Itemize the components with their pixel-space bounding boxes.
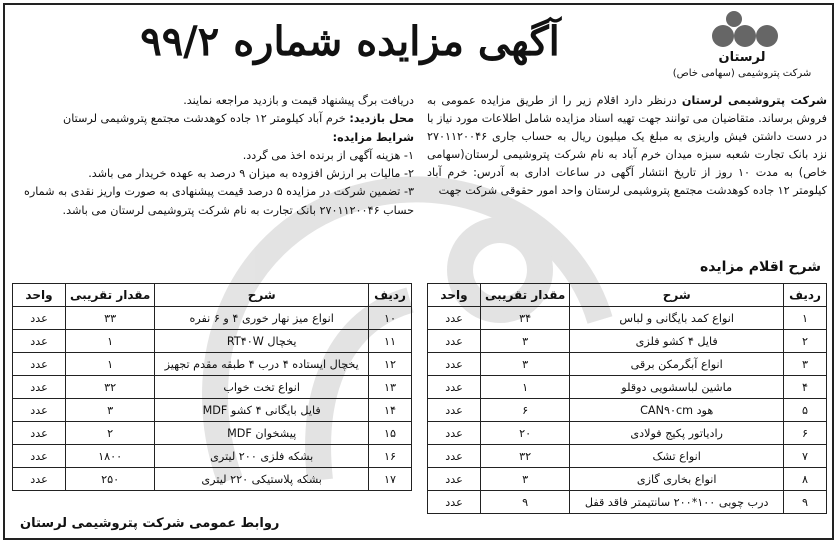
visit-line	[12, 110, 414, 128]
continuation-line: دریافت برگ پیشنهاد قیمت و بازدید مراجعه نمایند.	[183, 94, 414, 107]
cell-unit: عدد	[428, 307, 481, 330]
logo-name: لرستان	[718, 50, 766, 65]
cell-unit: عدد	[428, 399, 481, 422]
intro-paragraph	[427, 92, 827, 200]
cell-row-number: ۱۲	[369, 353, 412, 376]
cell-quantity: ۱	[66, 330, 155, 353]
cell-row-number: ۶	[784, 422, 827, 445]
cell-unit: عدد	[13, 353, 66, 376]
cell-unit: عدد	[13, 399, 66, 422]
table-row	[428, 353, 827, 376]
cell-quantity: ۳	[481, 330, 570, 353]
cell-description: فایل ۴ کشو فلزی	[570, 330, 784, 353]
table-row	[13, 330, 412, 353]
cell-description: یخچال RT۴۰W	[155, 330, 369, 353]
items-table-left	[12, 283, 412, 491]
table-row	[428, 422, 827, 445]
cell-quantity: ۹	[481, 491, 570, 514]
cell-quantity: ۱۸۰۰	[66, 445, 155, 468]
cell-unit: عدد	[13, 468, 66, 491]
table-row	[428, 330, 827, 353]
cell-description: انواع بخاری گازی	[570, 468, 784, 491]
table-row	[428, 445, 827, 468]
table-row	[428, 491, 827, 514]
cell-description: ماشین لباسشویی دوقلو	[570, 376, 784, 399]
cell-row-number: ۱۴	[369, 399, 412, 422]
condition-2: ۲- مالیات بر ارزش افزوده به میزان ۹ درصد به عهده خریدار می باشد.	[88, 167, 414, 181]
cell-unit: عدد	[13, 307, 66, 330]
table-row	[13, 399, 412, 422]
cell-description: فایل بایگانی ۴ کشو MDF	[155, 399, 369, 422]
cell-row-number: ۷	[784, 445, 827, 468]
cell-quantity: ۲۰	[481, 422, 570, 445]
condition-1: ۱- هزینه آگهی از برنده اخذ می گردد.	[242, 148, 414, 162]
cell-row-number: ۱۳	[369, 376, 412, 399]
cell-row-number: ۴	[784, 376, 827, 399]
conditions-label: شرایط مزایده:	[332, 130, 414, 144]
cell-description: رادیاتور پکیج فولادی	[570, 422, 784, 445]
cell-description: انواع آبگرمکن برقی	[570, 353, 784, 376]
logo-company: شرکت پتروشیمی (سهامی خاص)	[672, 68, 812, 79]
visit-label: محل بازدید:	[349, 112, 414, 126]
condition-3: ۳- تضمین شرکت در مزایده ۵ درصد قیمت پیشنهادی به صورت واریز نقدی به شماره حساب ۲۷۰۱۱۲۰۰۴۶ بانک تجارت به نام شرکت پتروشیمی لرستان می باشد.	[23, 185, 414, 217]
table-row	[428, 307, 827, 330]
cell-quantity: ۶	[481, 399, 570, 422]
col-qty: مقدار تقریبی	[481, 284, 570, 307]
cell-row-number: ۳	[784, 353, 827, 376]
cell-quantity: ۳۳	[66, 307, 155, 330]
table-row	[13, 376, 412, 399]
cell-unit: عدد	[428, 422, 481, 445]
cell-description: درب چوبی ۱۰۰*۲۰۰ سانتیمتر فاقد قفل	[570, 491, 784, 514]
footer-signature: روابط عمومی شرکت پتروشیمی لرستان	[20, 516, 280, 531]
cell-quantity: ۳۴	[481, 307, 570, 330]
table-row	[428, 399, 827, 422]
cell-unit: عدد	[428, 376, 481, 399]
col-unit: واحد	[428, 284, 481, 307]
cell-row-number: ۱۱	[369, 330, 412, 353]
cell-unit: عدد	[428, 353, 481, 376]
cell-description: یخچال ایستاده ۴ درب ۴ طبقه مقدم تجهیز	[155, 353, 369, 376]
cell-row-number: ۵	[784, 399, 827, 422]
company-logo	[657, 10, 827, 80]
items-title: شرح اقلام مزایده	[700, 259, 821, 275]
intro-company: شرکت پتروشیمی لرستان	[681, 94, 827, 107]
cell-row-number: ۱۶	[369, 445, 412, 468]
cell-description: پیشخوان MDF	[155, 422, 369, 445]
cell-unit: عدد	[13, 330, 66, 353]
col-desc: شرح	[155, 284, 369, 307]
cell-unit: عدد	[428, 330, 481, 353]
cell-unit: عدد	[13, 422, 66, 445]
table-row	[13, 353, 412, 376]
table-row	[428, 376, 827, 399]
cell-unit: عدد	[428, 468, 481, 491]
cell-quantity: ۲۵۰	[66, 468, 155, 491]
col-unit: واحد	[13, 284, 66, 307]
cell-description: بشکه پلاستیکی ۲۲۰ لیتری	[155, 468, 369, 491]
cell-quantity: ۳	[481, 353, 570, 376]
cell-description: انواع تخت خواب	[155, 376, 369, 399]
cell-quantity: ۳	[481, 468, 570, 491]
cell-description: بشکه فلزی ۲۰۰ لیتری	[155, 445, 369, 468]
cell-row-number: ۱۵	[369, 422, 412, 445]
cell-row-number: ۸	[784, 468, 827, 491]
table-row	[13, 307, 412, 330]
cell-unit: عدد	[13, 445, 66, 468]
cell-quantity: ۱	[481, 376, 570, 399]
col-row: ردیف	[369, 284, 412, 307]
conditions-block	[12, 92, 414, 220]
cell-quantity: ۳	[66, 399, 155, 422]
items-table-right	[427, 283, 827, 514]
cell-description: انواع کمد بایگانی و لباس	[570, 307, 784, 330]
cell-unit: عدد	[428, 491, 481, 514]
cell-quantity: ۲	[66, 422, 155, 445]
table-row	[13, 445, 412, 468]
col-row: ردیف	[784, 284, 827, 307]
col-desc: شرح	[570, 284, 784, 307]
cell-quantity: ۳۲	[66, 376, 155, 399]
intro-text: درنظر دارد اقلام زیر را از طریق مزایده عمومی به فروش برساند. متقاضیان می توانند جهت تهیه اسناد مزایده شامل اطلاعات مورد نیاز با در دست داشتن فیش واریزی به مبلغ یک میلیون ریال به حساب جاری ۲۷۰۱۱۲۰۰۴۶ نزد بانک تجارت شعبه سبزه میدان خرم آباد به نام شرکت پتروشیمی لرستان(سهامی خاص) به مدت ۱۰ روز از تاریخ انتشار آگهی در ساعات اداری به آدرس: خرم آباد کیلومتر ۱۲ جاده کوهدشت مجتمع پتروشیمی لرستان واحد امور حقوقی شرکت جهت	[427, 94, 827, 197]
page-title: آگهی مزایده شماره ۹۹/۲	[140, 18, 560, 65]
table-row	[13, 468, 412, 491]
cell-description: هود CAN۹۰cm	[570, 399, 784, 422]
table-row	[428, 468, 827, 491]
cell-row-number: ۱۰	[369, 307, 412, 330]
table-row	[13, 422, 412, 445]
cell-row-number: ۲	[784, 330, 827, 353]
cell-unit: عدد	[13, 376, 66, 399]
cell-description: انواع میز نهار خوری ۴ و ۶ نفره	[155, 307, 369, 330]
cell-description: انواع تشک	[570, 445, 784, 468]
cell-quantity: ۳۲	[481, 445, 570, 468]
col-qty: مقدار تقریبی	[66, 284, 155, 307]
cell-row-number: ۱۷	[369, 468, 412, 491]
logo-mark-icon	[709, 10, 779, 50]
cell-unit: عدد	[428, 445, 481, 468]
cell-quantity: ۱	[66, 353, 155, 376]
cell-row-number: ۱	[784, 307, 827, 330]
cell-row-number: ۹	[784, 491, 827, 514]
visit-text: خرم آباد کیلومتر ۱۲ جاده کوهدشت مجتمع پتروشیمی لرستان	[63, 112, 350, 126]
